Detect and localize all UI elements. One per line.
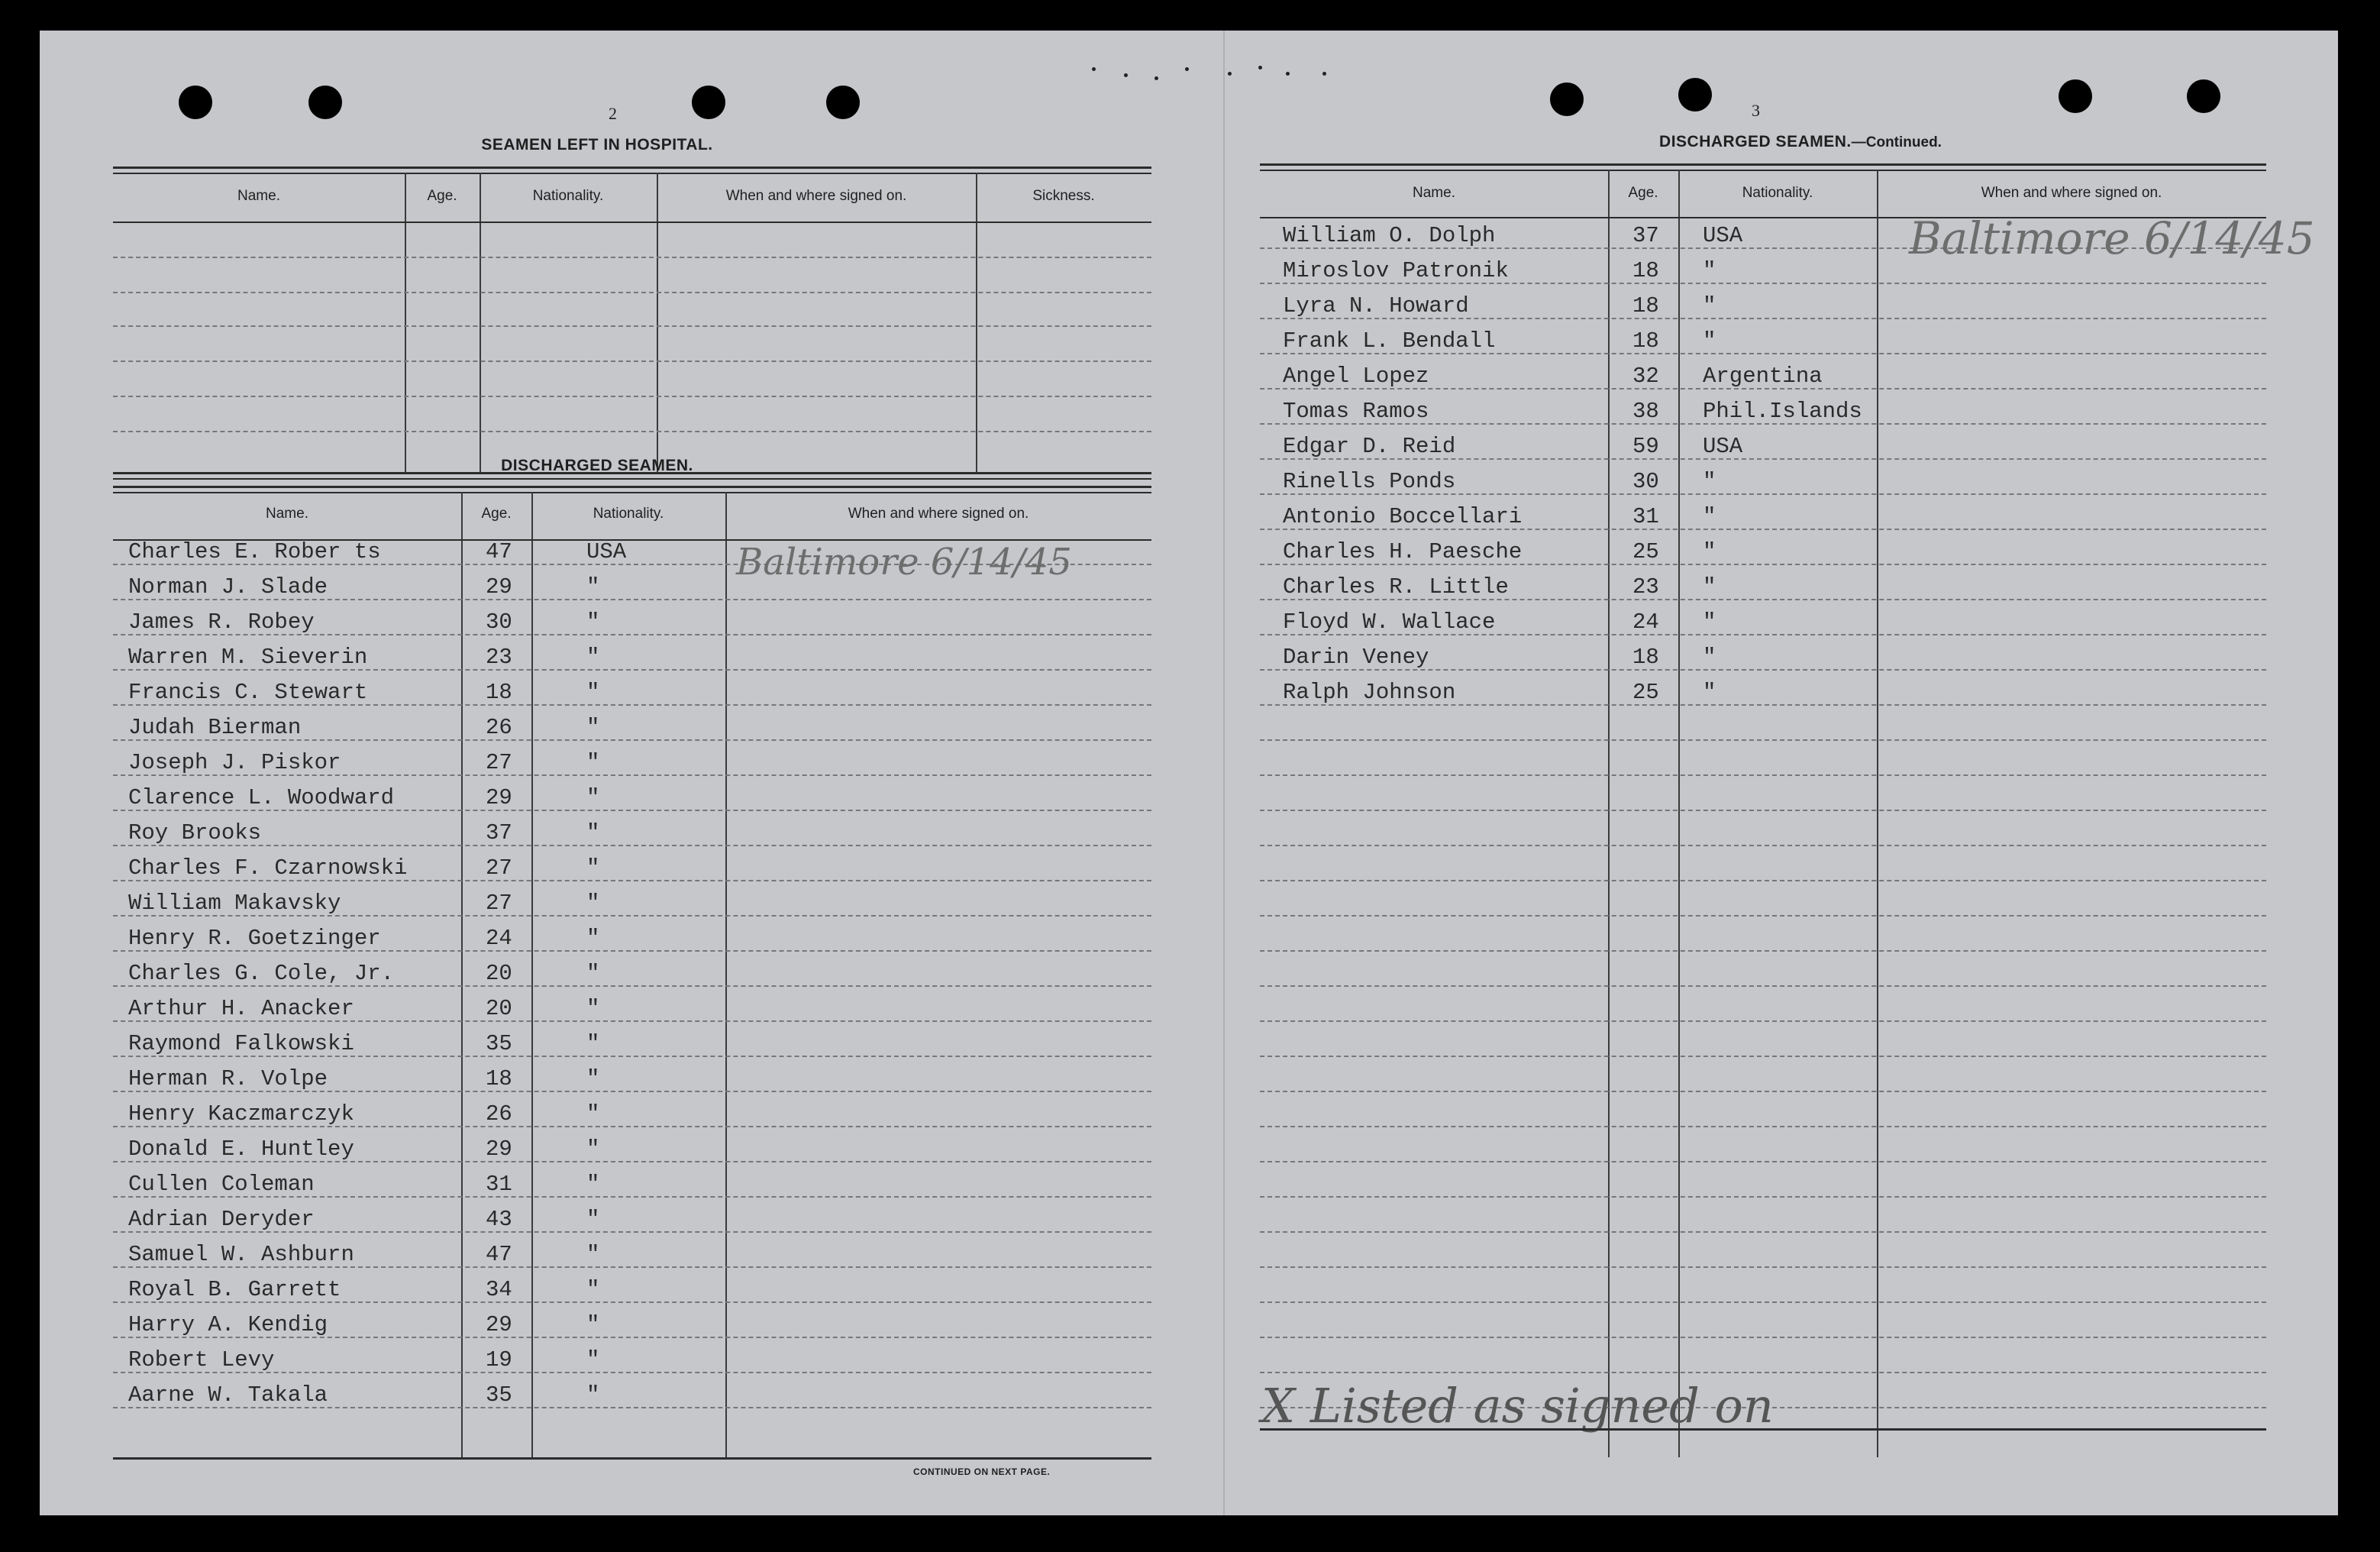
speck xyxy=(1228,72,1232,76)
seaman-nationality: " xyxy=(586,1312,600,1337)
blank-row xyxy=(1260,845,2266,846)
seaman-nationality: " xyxy=(586,1207,600,1232)
seaman-age: 24 xyxy=(1632,609,1659,635)
header-name: Name. xyxy=(237,188,280,204)
header-name: Name. xyxy=(1413,185,1455,201)
seaman-age: 31 xyxy=(1632,504,1659,529)
seaman-name: Rinells Ponds xyxy=(1283,469,1456,494)
header-sickness: Sickness. xyxy=(1032,188,1095,204)
seaman-age: 18 xyxy=(1632,258,1659,283)
seaman-nationality: " xyxy=(1703,469,1716,494)
blank-row xyxy=(1260,810,2266,811)
discharged-section-title: DISCHARGED SEAMEN. xyxy=(501,457,693,474)
seaman-age: 23 xyxy=(1632,574,1659,600)
seaman-name: Frank L. Bendall xyxy=(1283,328,1496,354)
seaman-name: Floyd W. Wallace xyxy=(1283,609,1496,635)
seaman-age: 29 xyxy=(486,785,512,810)
seaman-name: Samuel W. Ashburn xyxy=(128,1242,354,1267)
speck xyxy=(1154,76,1158,80)
seaman-age: 37 xyxy=(1632,223,1659,248)
seaman-nationality: " xyxy=(586,1277,600,1302)
seaman-name: Charles G. Cole, Jr. xyxy=(128,961,395,986)
seaman-age: 29 xyxy=(486,574,512,600)
seaman-nationality: " xyxy=(1703,609,1716,635)
handwritten-signed-on: Baltimore 6/14/45 xyxy=(1909,212,2315,264)
seaman-name: Lyra N. Howard xyxy=(1283,293,1469,318)
seaman-name: Herman R. Volpe xyxy=(128,1066,328,1091)
seaman-age: 18 xyxy=(1632,328,1659,354)
title-continued: —Continued. xyxy=(1851,134,1942,150)
discharged-continued-title xyxy=(1266,133,2335,151)
seaman-age: 59 xyxy=(1632,434,1659,459)
seaman-name: Charles F. Czarnowski xyxy=(128,855,408,881)
seaman-nationality: USA xyxy=(586,539,627,564)
seaman-nationality: " xyxy=(586,1347,600,1373)
punch-hole xyxy=(2059,79,2092,113)
header-name: Name. xyxy=(266,506,308,522)
seaman-nationality: " xyxy=(1703,328,1716,354)
seaman-name: William Makavsky xyxy=(128,891,341,916)
seaman-age: 18 xyxy=(486,1066,512,1091)
seaman-age: 20 xyxy=(486,996,512,1021)
seaman-nationality: " xyxy=(586,961,600,986)
seaman-nationality: " xyxy=(1703,680,1716,705)
header-age: Age. xyxy=(427,188,457,204)
rule xyxy=(113,167,1151,169)
seaman-name: James R. Robey xyxy=(128,609,315,635)
seaman-name: Francis C. Stewart xyxy=(128,680,368,705)
seaman-name: Angel Lopez xyxy=(1283,364,1429,389)
seaman-age: 18 xyxy=(1632,293,1659,318)
seaman-nationality: " xyxy=(586,996,600,1021)
seaman-nationality: " xyxy=(586,1066,600,1091)
blank-row xyxy=(1260,1266,2266,1268)
handwritten-signed-on: Baltimore 6/14/45 xyxy=(736,541,1072,584)
seaman-age: 35 xyxy=(486,1382,512,1408)
seaman-name: Henry R. Goetzinger xyxy=(128,926,381,951)
seaman-name: Charles R. Little xyxy=(1283,574,1509,600)
blank-row xyxy=(1260,1196,2266,1198)
seaman-nationality: " xyxy=(586,750,600,775)
column-divider xyxy=(976,173,977,474)
seaman-nationality: " xyxy=(1703,574,1716,600)
header-nationality: Nationality. xyxy=(593,506,664,522)
seaman-age: 27 xyxy=(486,855,512,881)
seaman-name: Donald E. Huntley xyxy=(128,1137,354,1162)
punch-hole xyxy=(692,86,725,119)
seaman-name: Adrian Deryder xyxy=(128,1207,315,1232)
seaman-nationality: " xyxy=(586,645,600,670)
seaman-name: Arthur H. Anacker xyxy=(128,996,354,1021)
seaman-age: 29 xyxy=(486,1137,512,1162)
page-number: 2 xyxy=(609,104,617,123)
seaman-age: 35 xyxy=(486,1031,512,1056)
punch-hole xyxy=(308,86,342,119)
punch-hole xyxy=(826,86,860,119)
seaman-nationality: " xyxy=(586,1172,600,1197)
header-signed-on: When and where signed on. xyxy=(1981,185,2162,201)
seaman-name: Judah Bierman xyxy=(128,715,302,740)
header-signed-on: When and where signed on. xyxy=(725,188,907,204)
seaman-nationality: " xyxy=(1703,539,1716,564)
seaman-age: 34 xyxy=(486,1277,512,1302)
seaman-name: Tomas Ramos xyxy=(1283,399,1429,424)
blank-row xyxy=(1260,950,2266,952)
seaman-nationality: " xyxy=(586,926,600,951)
punch-hole xyxy=(2187,79,2220,113)
seaman-name: Clarence L. Woodward xyxy=(128,785,395,810)
column-divider xyxy=(1877,170,1878,1457)
seaman-age: 47 xyxy=(486,539,512,564)
seaman-name: Henry Kaczmarczyk xyxy=(128,1101,354,1127)
title-text: DISCHARGED SEAMEN. xyxy=(1659,133,1852,150)
blank-row xyxy=(1260,1231,2266,1233)
blank-row xyxy=(1260,985,2266,987)
seaman-nationality: " xyxy=(586,609,600,635)
seaman-name: Cullen Coleman xyxy=(128,1172,315,1197)
blank-row xyxy=(1260,915,2266,917)
punch-hole xyxy=(1550,82,1584,116)
seaman-name: Roy Brooks xyxy=(128,820,262,846)
seaman-age: 47 xyxy=(486,1242,512,1267)
table-row xyxy=(113,845,1151,846)
seaman-nationality: " xyxy=(586,1031,600,1056)
blank-row xyxy=(113,325,1151,327)
seaman-age: 38 xyxy=(1632,399,1659,424)
seaman-name: Warren M. Sieverin xyxy=(128,645,368,670)
center-fold xyxy=(1223,31,1225,1515)
rule xyxy=(113,1457,1151,1460)
header-nationality: Nationality. xyxy=(532,188,604,204)
seaman-age: 31 xyxy=(486,1172,512,1197)
header-age: Age. xyxy=(481,506,512,522)
seaman-name: Joseph J. Piskor xyxy=(128,750,341,775)
blank-row xyxy=(1260,1161,2266,1162)
blank-row xyxy=(113,292,1151,293)
column-divider xyxy=(461,492,463,1457)
header-age: Age. xyxy=(1628,185,1658,201)
seaman-age: 29 xyxy=(486,1312,512,1337)
seaman-name: Raymond Falkowski xyxy=(128,1031,354,1056)
seaman-age: 27 xyxy=(486,750,512,775)
blank-row xyxy=(113,257,1151,258)
manifest-sheet xyxy=(40,31,2338,1515)
page-number: 3 xyxy=(1752,101,1760,120)
rule xyxy=(113,173,1151,174)
column-divider xyxy=(405,173,406,474)
seaman-age: 26 xyxy=(486,715,512,740)
handwritten-bottom-note: X Listed as signed on xyxy=(1261,1378,1774,1434)
punch-hole xyxy=(179,86,212,119)
hospital-section-title: SEAMEN LEFT IN HOSPITAL. xyxy=(481,136,713,154)
seaman-age: 43 xyxy=(486,1207,512,1232)
blank-row xyxy=(113,396,1151,397)
seaman-name: Harry A. Kendig xyxy=(128,1312,328,1337)
seaman-age: 30 xyxy=(1632,469,1659,494)
column-divider xyxy=(531,492,533,1457)
seaman-nationality: " xyxy=(586,574,600,600)
rule xyxy=(1260,170,2266,171)
speck xyxy=(1092,67,1096,71)
seaman-name: Royal B. Garrett xyxy=(128,1277,341,1302)
rule xyxy=(113,492,1151,493)
seaman-age: 24 xyxy=(486,926,512,951)
header-signed-on: When and where signed on. xyxy=(848,506,1029,522)
column-divider xyxy=(1678,170,1680,1457)
speck xyxy=(1185,67,1189,71)
blank-row xyxy=(1260,880,2266,881)
seaman-age: 18 xyxy=(486,680,512,705)
rule xyxy=(1260,1428,2266,1431)
seaman-nationality: " xyxy=(1703,645,1716,670)
seaman-name: William O. Dolph xyxy=(1283,223,1496,248)
seaman-age: 32 xyxy=(1632,364,1659,389)
rule xyxy=(113,478,1151,480)
rule xyxy=(113,486,1151,488)
seaman-nationality: " xyxy=(1703,293,1716,318)
seaman-name: Charles E. Rober ts xyxy=(128,539,381,564)
seaman-nationality: " xyxy=(586,1101,600,1127)
seaman-nationality: " xyxy=(586,1382,600,1408)
blank-row xyxy=(1260,1126,2266,1127)
column-divider xyxy=(480,173,481,474)
seaman-name: Charles H. Paesche xyxy=(1283,539,1523,564)
seaman-nationality: " xyxy=(586,785,600,810)
blank-row xyxy=(1260,1301,2266,1303)
seaman-name: Robert Levy xyxy=(128,1347,275,1373)
blank-row xyxy=(1260,1091,2266,1092)
column-divider xyxy=(725,492,727,1457)
seaman-nationality: " xyxy=(586,820,600,846)
seaman-nationality: " xyxy=(1703,504,1716,529)
column-divider xyxy=(657,173,658,474)
seaman-nationality: Argentina xyxy=(1703,364,1823,389)
seaman-name: Miroslov Patronik xyxy=(1283,258,1509,283)
seaman-age: 25 xyxy=(1632,680,1659,705)
header-nationality: Nationality. xyxy=(1742,185,1813,201)
blank-row xyxy=(1260,1056,2266,1057)
blank-row xyxy=(1260,774,2266,776)
speck xyxy=(1258,66,1262,70)
seaman-age: 18 xyxy=(1632,645,1659,670)
speck xyxy=(1322,72,1326,76)
seaman-nationality: Phil.Islands xyxy=(1703,399,1862,424)
blank-row xyxy=(1260,739,2266,741)
seaman-age: 20 xyxy=(486,961,512,986)
seaman-nationality: " xyxy=(586,1137,600,1162)
seaman-age: 26 xyxy=(486,1101,512,1127)
speck xyxy=(1124,73,1128,77)
blank-row xyxy=(113,431,1151,432)
seaman-nationality: " xyxy=(586,891,600,916)
seaman-name: Darin Veney xyxy=(1283,645,1429,670)
rule xyxy=(1260,163,2266,166)
blank-row xyxy=(1260,1372,2266,1373)
seaman-age: 37 xyxy=(486,820,512,846)
continued-footer: CONTINUED ON NEXT PAGE. xyxy=(913,1466,1051,1477)
seaman-name: Ralph Johnson xyxy=(1283,680,1456,705)
blank-row xyxy=(113,361,1151,362)
seaman-age: 30 xyxy=(486,609,512,635)
punch-hole xyxy=(1678,78,1712,112)
seaman-name: Edgar D. Reid xyxy=(1283,434,1456,459)
seaman-name: Antonio Boccellari xyxy=(1283,504,1523,529)
seaman-nationality: " xyxy=(586,680,600,705)
speck xyxy=(1286,72,1290,76)
seaman-age: 25 xyxy=(1632,539,1659,564)
seaman-age: 23 xyxy=(486,645,512,670)
seaman-nationality: USA xyxy=(1703,434,1743,459)
blank-row xyxy=(1260,1020,2266,1022)
seaman-name: Norman J. Slade xyxy=(128,574,328,600)
seaman-age: 19 xyxy=(486,1347,512,1373)
rule xyxy=(113,221,1151,223)
column-divider xyxy=(1608,170,1610,1457)
seaman-nationality: USA xyxy=(1703,223,1743,248)
seaman-nationality: " xyxy=(586,855,600,881)
seaman-nationality: " xyxy=(1703,258,1716,283)
seaman-name: Aarne W. Takala xyxy=(128,1382,328,1408)
seaman-age: 27 xyxy=(486,891,512,916)
seaman-nationality: " xyxy=(586,715,600,740)
blank-row xyxy=(1260,1337,2266,1338)
seaman-nationality: " xyxy=(586,1242,600,1267)
